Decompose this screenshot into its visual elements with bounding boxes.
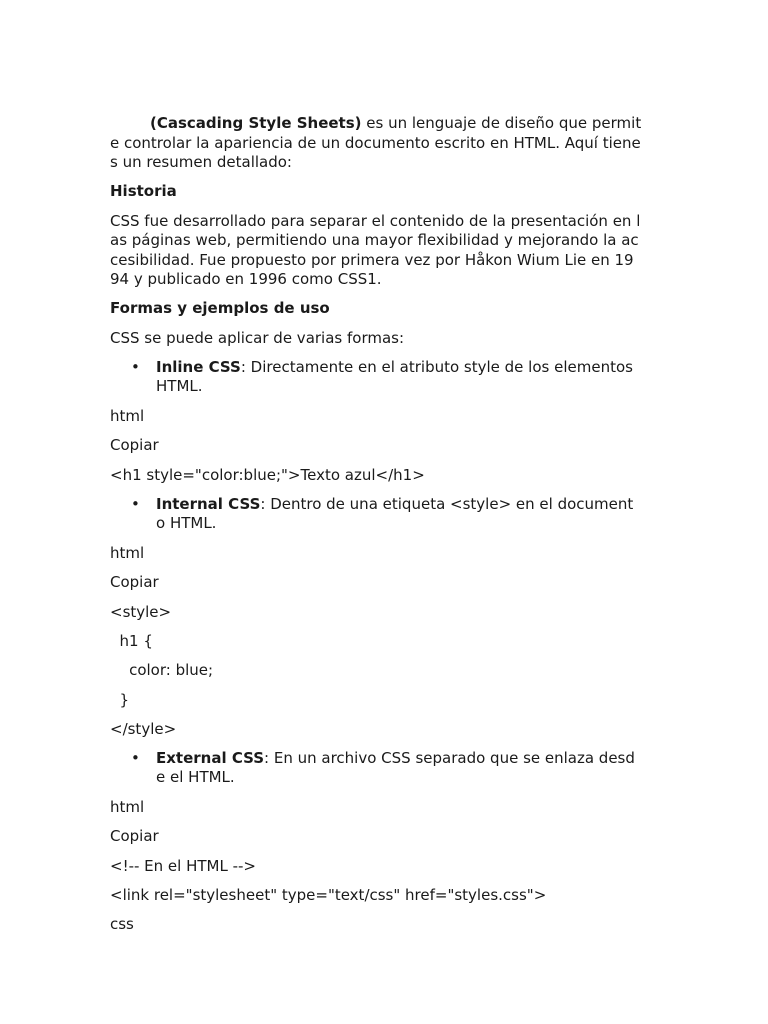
historia-line-1: CSS fue desarrollado para separar el contenido de la presentación en l (110, 212, 641, 230)
inline-css-text-cont: HTML. (156, 377, 203, 395)
code-line: <style> (110, 603, 172, 621)
intro-bold-term: (Cascading Style Sheets) (150, 114, 362, 132)
formas-heading: Formas y ejemplos de uso (110, 299, 330, 317)
code-lang-label: html (110, 407, 145, 425)
code-line: h1 { (110, 632, 153, 650)
internal-css-text: : Dentro de una etiqueta <style> en el document (260, 495, 634, 513)
copy-button[interactable]: Copiar (110, 827, 159, 845)
code-lang-label: html (110, 544, 145, 562)
external-css-text: : En un archivo CSS separado que se enlaza desd (264, 749, 635, 767)
external-css-label: External CSS (156, 749, 265, 767)
bullet-icon: • (131, 749, 140, 767)
historia-heading: Historia (110, 182, 177, 200)
internal-css-item (156, 495, 633, 515)
internal-css-label: Internal CSS (156, 495, 261, 513)
intro-line-1 (150, 114, 641, 134)
code-line: <h1 style="color:blue;">Texto azul</h1> (110, 466, 425, 484)
historia-line-4: 94 y publicado en 1996 como CSS1. (110, 270, 382, 288)
internal-css-text-cont: o HTML. (156, 514, 217, 532)
inline-css-item (156, 358, 633, 378)
code-line: } (110, 691, 130, 709)
code-lang-label: css (110, 915, 134, 933)
inline-css-label: Inline CSS (156, 358, 241, 376)
code-line: color: blue; (110, 661, 214, 679)
code-lang-label: html (110, 798, 145, 816)
historia-line-3: cesibilidad. Fue propuesto por primera vez por Håkon Wium Lie en 19 (110, 251, 634, 269)
code-line: </style> (110, 720, 177, 738)
intro-line-3: s un resumen detallado: (110, 153, 292, 171)
formas-intro: CSS se puede aplicar de varias formas: (110, 329, 405, 347)
external-css-text-cont: e el HTML. (156, 768, 235, 786)
intro-text: es un lenguaje de diseño que permit (361, 114, 642, 132)
bullet-icon: • (131, 495, 140, 513)
code-line: <link rel="stylesheet" type="text/css" href="styles.css"> (110, 886, 547, 904)
bullet-icon: • (131, 358, 140, 376)
historia-line-2: as páginas web, permitiendo una mayor flexibilidad y mejorando la ac (110, 231, 639, 249)
inline-css-text: : Directamente en el atributo style de los elementos (240, 358, 633, 376)
external-css-item (156, 749, 635, 769)
code-line: <!-- En el HTML --> (110, 857, 256, 875)
intro-line-2: e controlar la apariencia de un documento escrito en HTML. Aquí tiene (110, 134, 641, 152)
copy-button[interactable]: Copiar (110, 573, 159, 591)
copy-button[interactable]: Copiar (110, 436, 159, 454)
